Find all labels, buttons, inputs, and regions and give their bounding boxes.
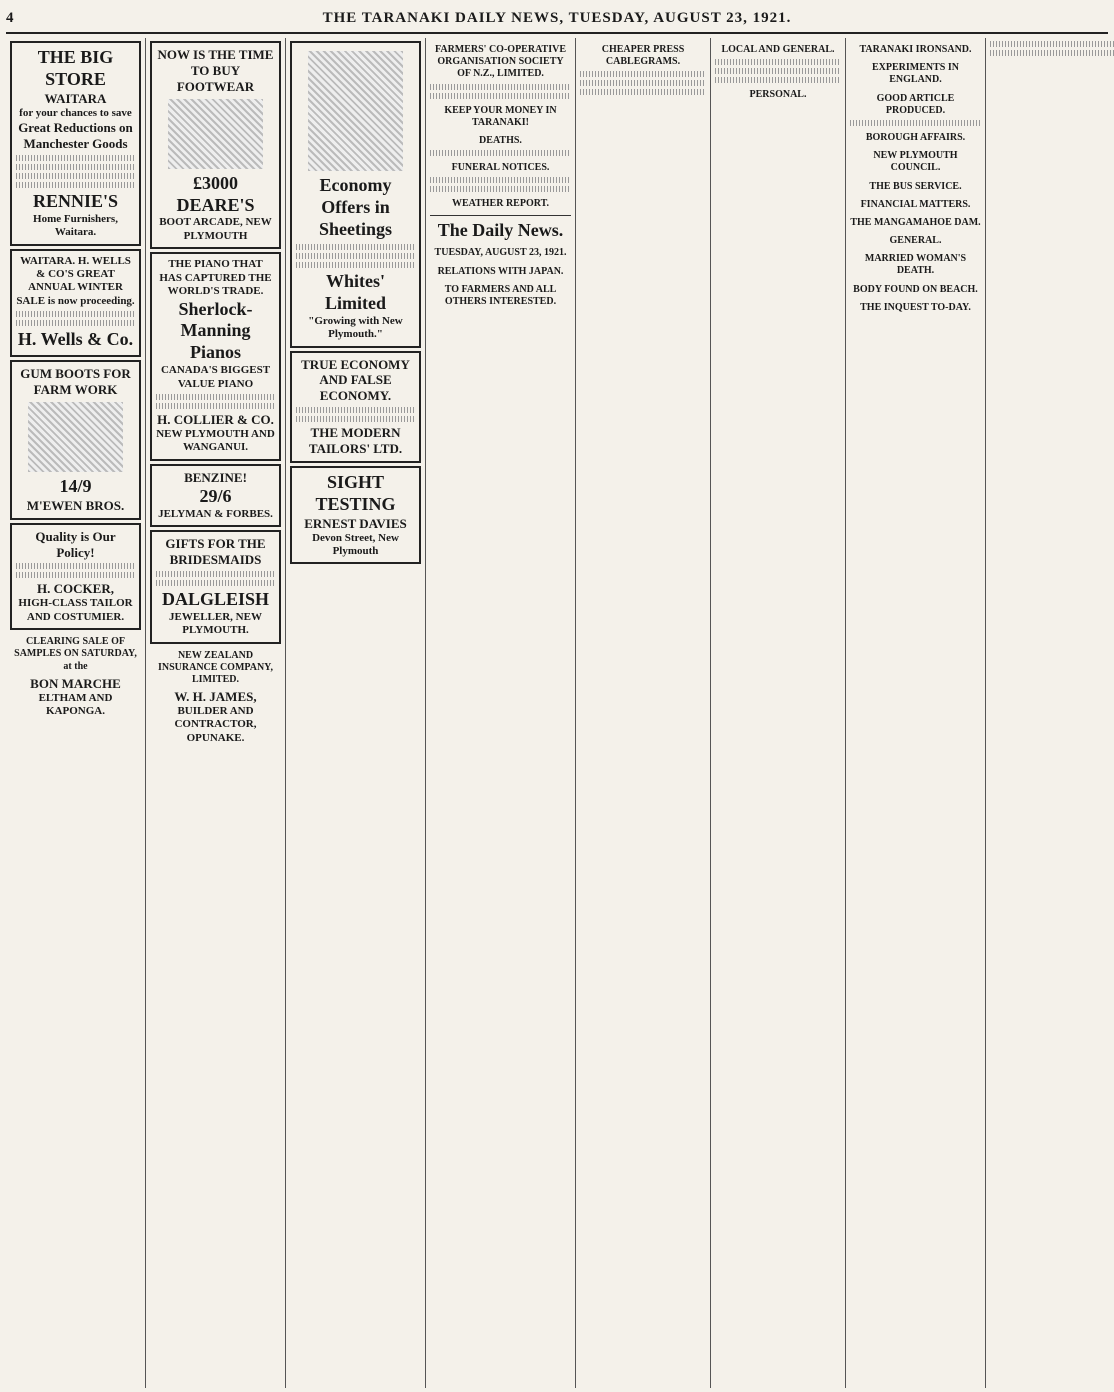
farmers2: TO FARMERS AND ALL OTHERS INTERESTED. [444, 283, 557, 308]
paper-date: TUESDAY, AUGUST 23, 1921. [434, 247, 567, 259]
columns [6, 38, 1108, 1388]
piano-sub: CANADA'S BIGGEST VALUE PIANO [160, 364, 271, 390]
gum-boots: GUM BOOTS FOR FARM WORK [20, 366, 131, 398]
benzine: BENZINE! [184, 469, 247, 485]
wells-head: WAITARA. H. WELLS & CO'S GREAT ANNUAL WINTER SALE is now proceeding. [16, 254, 135, 307]
price: £3000 [193, 172, 238, 193]
cocker: H. COCKER, [37, 581, 114, 597]
big-store-ad [10, 41, 141, 246]
bon-sub: ELTHAM AND KAPONGA. [38, 691, 113, 717]
relations: RELATIONS WITH JAPAN. [437, 265, 564, 277]
gifts: GIFTS FOR THE BRIDESMAIDS [165, 536, 266, 567]
piano-head: THE PIANO THAT HAS CAPTURED THE WORLD'S TRADE. [159, 258, 272, 298]
deares: DEARE'S [176, 194, 255, 215]
column-2 [146, 38, 286, 1388]
rennies-sub: Home Furnishers, Waitara. [33, 212, 118, 239]
mewen: M'EWEN BROS. [26, 497, 125, 513]
column-7 [846, 38, 986, 1388]
modern-tailors-ad [290, 351, 421, 463]
masthead [6, 4, 1108, 34]
reductions: Great Reductions on Manchester Goods [18, 120, 133, 152]
local: LOCAL AND GENERAL. [721, 44, 835, 55]
collier-sub: NEW PLYMOUTH AND WANGANUI. [156, 428, 275, 454]
column-1 [6, 38, 146, 1388]
waitara: WAITARA [44, 90, 107, 106]
ironsand: TARANAKI IRONSAND. [859, 44, 972, 55]
davies-sub: Devon Street, New Plymouth [312, 531, 399, 558]
jelyman: JELYMAN & FORBES. [158, 507, 273, 520]
bon-marche: BON MARCHE [30, 675, 121, 691]
benzine-price: 29/6 [199, 485, 232, 506]
sight: SIGHT TESTING [315, 471, 396, 514]
personal: PERSONAL. [749, 89, 807, 101]
benzine-ad [150, 464, 281, 527]
gifts-ad [150, 530, 281, 643]
cheaper: CHEAPER PRESS CABLEGRAMS. [601, 44, 685, 68]
clearing: CLEARING SALE OF SAMPLES ON SATURDAY, at the [14, 636, 137, 672]
rennies: RENNIE'S [32, 190, 119, 211]
footwear-illustration [168, 99, 263, 169]
james-sub: BUILDER AND CONTRACTOR, OPUNAKE. [174, 704, 257, 744]
financial: FINANCIAL MATTERS. [860, 198, 971, 210]
dalgleish-sub: JEWELLER, NEW PLYMOUTH. [169, 610, 262, 637]
sight-ad [290, 466, 421, 565]
mangamahoe: THE MANGAMAHOE DAM. [850, 216, 981, 228]
good: GOOD ARTICLE PRODUCED. [876, 92, 955, 116]
piano: Sherlock-Manning Pianos [178, 298, 253, 363]
column-3 [286, 38, 426, 1388]
economy-illustration [308, 51, 403, 171]
paper-title: The Daily News. [437, 219, 564, 240]
james: W. H. JAMES, [174, 689, 257, 705]
quality: Quality is Our Policy! [35, 528, 116, 560]
farmers: FARMERS' CO-OPERATIVE ORGANISATION SOCIETY OF N.Z., LIMITED. [434, 44, 567, 80]
council: NEW PLYMOUTH COUNCIL. [873, 150, 958, 174]
deares-sub: BOOT ARCADE, NEW PLYMOUTH [159, 216, 272, 242]
masthead-title: THE TARANAKI DAILY NEWS, TUESDAY, AUGUST 23, 1921. [322, 9, 792, 26]
gum-price: 14/9 [59, 475, 92, 496]
dalgleish: DALGLEISH [161, 588, 270, 609]
economy-ad [290, 41, 421, 348]
wells-ad [10, 249, 141, 358]
boot-illustration [28, 402, 123, 472]
funeral: FUNERAL NOTICES. [451, 162, 550, 174]
davies: ERNEST DAVIES [304, 515, 407, 531]
gum-boots-ad [10, 360, 141, 520]
cocker-ad [10, 523, 141, 630]
tagline: for your chances to save [19, 106, 132, 119]
true-economy: TRUE ECONOMY AND FALSE ECONOMY. [301, 356, 410, 404]
economy: Economy Offers in Sheetings [318, 175, 392, 239]
column-6 [711, 38, 846, 1388]
collier: H. COLLIER & CO. [157, 412, 274, 428]
insurance: NEW ZEALAND INSURANCE COMPANY, LIMITED. [157, 649, 273, 685]
cocker-sub: HIGH-CLASS TAILOR AND COSTUMIER. [18, 597, 133, 623]
now-footwear: NOW IS THE TIME TO BUY FOOTWEAR [157, 47, 274, 94]
weather: WEATHER REPORT. [451, 198, 550, 210]
general: GENERAL. [889, 235, 942, 247]
wells-name: H. Wells & Co. [17, 329, 134, 350]
experiments: EXPERIMENTS IN ENGLAND. [872, 62, 959, 86]
column-5 [576, 38, 711, 1388]
married: MARRIED WOMAN'S DEATH. [864, 253, 967, 277]
column-8 [986, 38, 1114, 1388]
bus: THE BUS SERVICE. [869, 180, 962, 192]
modern: THE MODERN TAILORS' LTD. [308, 425, 403, 457]
column-4 [426, 38, 576, 1388]
big-store-title: THE BIG STORE [37, 47, 114, 89]
deaths: DEATHS. [479, 134, 522, 146]
whites-sub: "Growing with New Plymouth." [308, 314, 403, 341]
whites: Whites' Limited [325, 270, 386, 313]
footwear-ad [150, 41, 281, 249]
borough: BOROUGH AFFAIRS. [865, 131, 966, 143]
page-number: 4 [6, 9, 15, 26]
piano-ad [150, 252, 281, 461]
body: BODY FOUND ON BEACH. [853, 283, 978, 295]
inquest: THE INQUEST TO-DAY. [860, 301, 971, 313]
keep: KEEP YOUR MONEY IN TARANAKI! [444, 104, 557, 128]
